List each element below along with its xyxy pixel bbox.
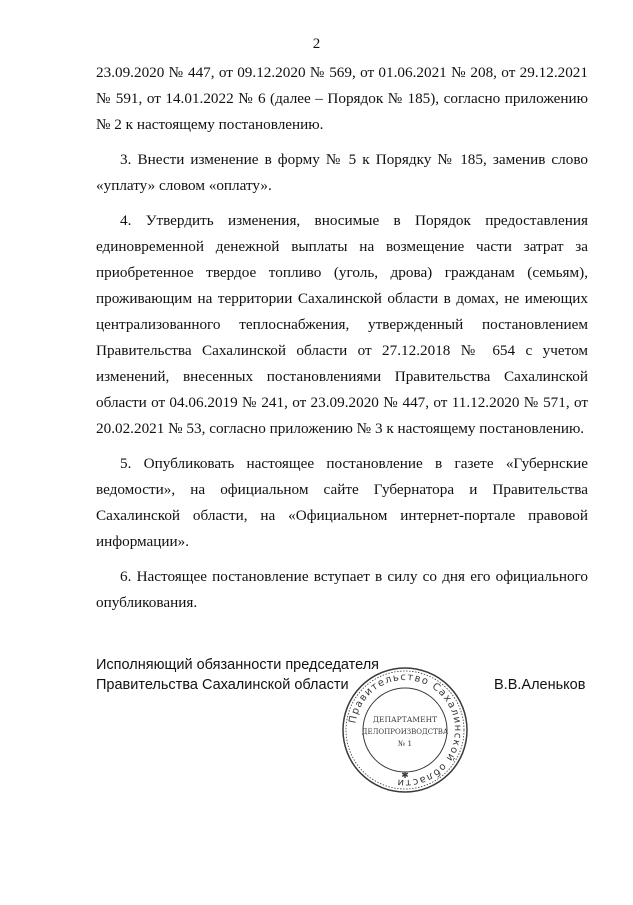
official-seal	[340, 665, 470, 795]
seal-inner-line3: № 1	[397, 739, 413, 748]
seal-star-icon: ✱	[401, 771, 409, 781]
seal-inner-line2: ДЕЛОПРОИЗВОДСТВА	[361, 728, 449, 736]
signer-position	[96, 655, 379, 695]
signer-name: В.В.Аленьков	[494, 677, 586, 693]
document-body	[96, 60, 588, 625]
signer-position-line2: Правительства Сахалинской области	[96, 677, 349, 693]
seal-inner-line1: ДЕПАРТАМЕНТ	[372, 715, 438, 724]
paragraph-4: 4. Утвердить изменения, вносимые в Порядок предоставления единовременной денежной выплаты на возмещение части затрат за приобретенное твердое топливо (уголь, дрова) гражданам (семьям), проживающим на территории Сахалинской области в домах, не имеющих централизованного теплоснабжения, утвержденный постановлением Правительства Сахалинской области от 27.12.2018 № 654 с учетом изменений, внесенных постановлениями Правительства Сахалинской области от 04.06.2019 № 241, от 23.09.2020 № 447, от 11.12.2020 № 571, от 20.02.2021 № 53, согласно приложению № 3 к настоящему постановлению.	[96, 212, 588, 437]
signer-position-line1: Исполняющий обязанности председателя	[96, 657, 380, 673]
paragraph-6: 6. Настоящее постановление вступает в силу со дня его официального опубликования.	[96, 568, 588, 611]
seal-outer-text: Правительство Сахалинской области	[347, 671, 464, 789]
paragraph-3: 3. Внести изменение в форму № 5 к Порядку № 185, заменив слово «уплату» словом «оплату».	[96, 151, 588, 194]
page-number: 2	[312, 36, 321, 52]
paragraph-5: 5. Опубликовать настоящее постановление в газете «Губернские ведомости», на официальном сайте Губернатора и Правительства Сахалинской области, на «Официальном интернет-портале правовой информации».	[96, 455, 588, 550]
paragraph-continuation: 23.09.2020 № 447, от 09.12.2020 № 569, от 01.06.2021 № 208, от 29.12.2021 № 591, от 14.01.2022 № 6 (далее – Порядок № 185), согласно приложению № 2 к настоящему постановлению.	[96, 64, 588, 133]
